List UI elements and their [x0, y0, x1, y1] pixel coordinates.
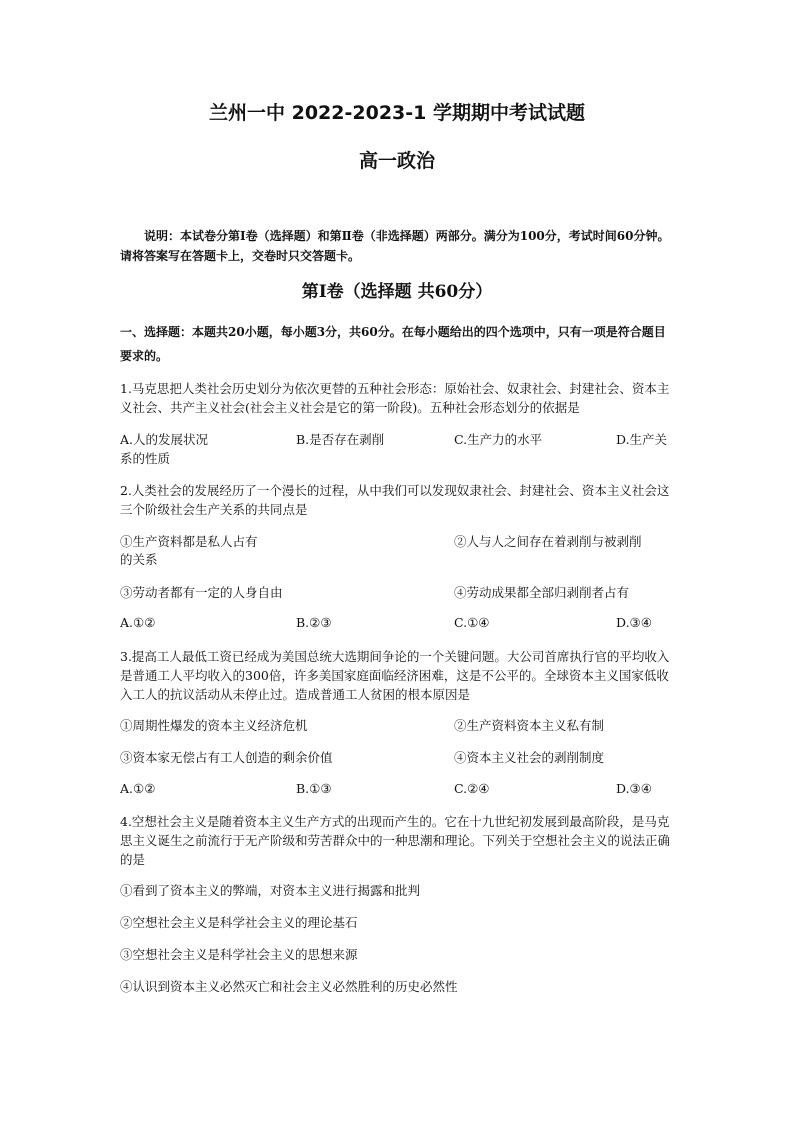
item-4: ④资本主义社会的剥削制度: [454, 750, 605, 765]
item-3: ③资本家无偿占有工人创造的剩余价值: [120, 750, 333, 765]
question-2-options: [120, 615, 680, 635]
question-3-items-row-1: [120, 716, 680, 736]
item-4: ④劳动成果都全部归剥削者占有: [454, 585, 630, 600]
question-4-item-2: ②空想社会主义是科学社会主义的理论基石: [120, 915, 358, 930]
option-c: C.生产力的水平: [454, 432, 543, 447]
question-2-items-row-2: [120, 583, 680, 603]
item-3: ③劳动者都有一定的人身自由: [120, 585, 283, 600]
option-b: B.是否存在剥削: [296, 432, 385, 447]
exam-title: 兰州一中 2022-2023-1 学期期中考试试题: [209, 102, 585, 124]
part-one-title: 第Ⅰ卷（选择题 共60分）: [301, 282, 493, 302]
question-3-items-row-2: [120, 748, 680, 768]
option-b: B.②③: [296, 615, 332, 630]
option-a: A.人的发展状况: [120, 432, 209, 447]
option-d: D.③④: [616, 781, 652, 796]
question-4-item-1: ①看到了资本主义的弊端，对资本主义进行揭露和批判: [120, 883, 421, 898]
item-1: ①周期性爆发的资本主义经济危机: [120, 718, 308, 733]
question-2-stem: 2.人类社会的发展经历了一个漫长的过程，从中我们可以发现奴隶社会、封建社会、资本主义社会这三个阶级社会生产关系的共同点是: [120, 483, 670, 517]
question-2-items-row-1: [120, 532, 680, 552]
question-3-stem: 3.提高工人最低工资已经成为美国总统大选期间争论的一个关键问题。大公司首席执行官的平均收入是普通工人平均收入的300倍，许多美国家庭面临经济困难，这是不公平的。全球资本主义国家低收入工人的抗议活动从未停止过。造成普通工人贫困的根本原因是: [120, 649, 670, 702]
option-b: B.①③: [296, 781, 332, 796]
option-a: A.①②: [120, 615, 156, 630]
option-d: D.③④: [616, 615, 652, 630]
item-2-continuation: 的关系: [120, 552, 158, 567]
question-4-stem: 4.空想社会主义是随着资本主义生产方式的出现而产生的。它在十九世纪初发展到最高阶段，是马克思主义诞生之前流行于无产阶级和劳苦群众中的一种思潮和理论。下列关于空想社会主义的说法正确的是: [120, 814, 671, 867]
question-1-stem: 1.马克思把人类社会历史划分为依次更替的五种社会形态：原始社会、奴隶社会、封建社会、资本主义社会、共产主义社会(社会主义社会是它的第一阶段)。五种社会形态划分的依据是: [120, 381, 670, 415]
item-1: ①生产资料都是私人占有: [120, 534, 258, 549]
question-4-item-4: ④认识到资本主义必然灭亡和社会主义必然胜利的历史必然性: [120, 979, 458, 994]
question-1-options: [120, 430, 680, 450]
option-d: D.生产关: [616, 432, 668, 447]
exam-subject: 高一政治: [358, 150, 435, 172]
section-one-heading: 一、选择题：本题共20小题，每小题3分，共60分。在每小题给出的四个选项中，只有一项是符合题目要求的。: [120, 325, 666, 363]
question-4-item-3: ③空想社会主义是科学社会主义的思想来源: [120, 947, 358, 962]
option-a: A.①②: [120, 781, 156, 796]
item-2: ②生产资料资本主义私有制: [454, 718, 605, 733]
option-c: C.①④: [454, 615, 490, 630]
option-d-continuation: 系的性质: [120, 451, 171, 466]
exam-instructions: 说明：本试卷分第Ⅰ卷（选择题）和第Ⅱ卷（非选择题）两部分。满分为100分，考试时间60分钟。请将答案写在答题卡上，交卷时只交答题卡。: [120, 229, 670, 263]
item-2: ②人与人之间存在着剥削与被剥削: [454, 534, 642, 549]
question-3-options: [120, 781, 680, 801]
option-c: C.②④: [454, 781, 490, 796]
